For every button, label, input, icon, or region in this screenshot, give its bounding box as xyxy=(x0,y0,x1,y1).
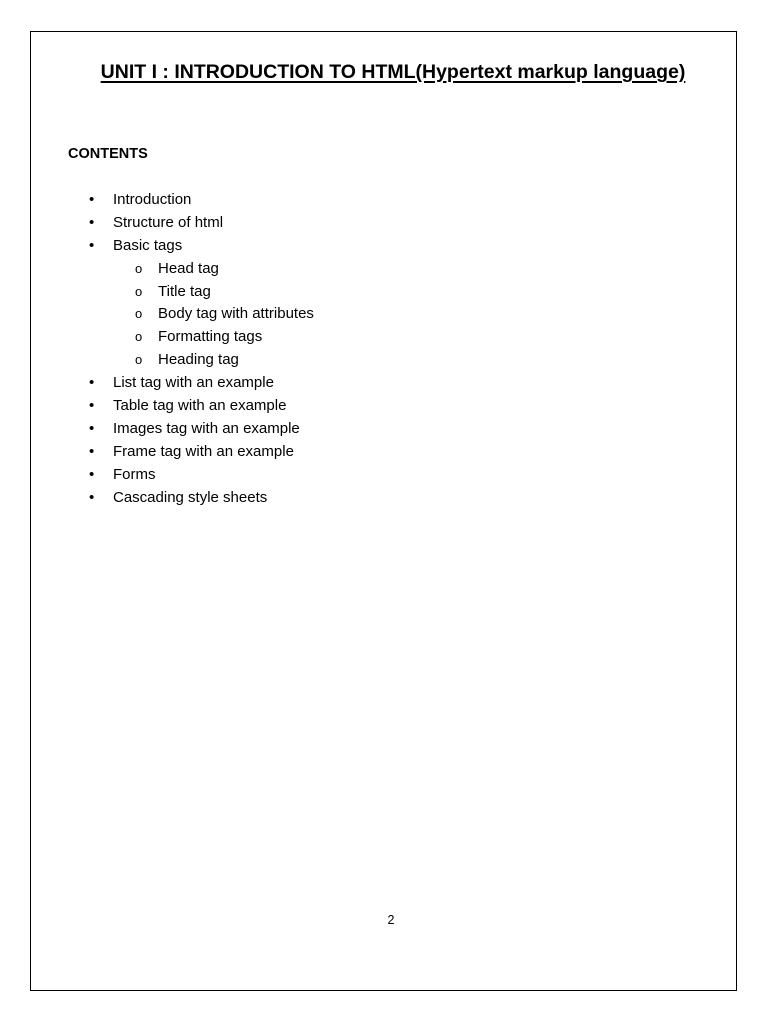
page-border xyxy=(30,31,737,991)
hollow-circle-bullet-icon: o xyxy=(135,306,143,322)
bullet-icon: • xyxy=(89,236,95,254)
list-item-label: Structure of html xyxy=(113,213,224,231)
bullet-icon: • xyxy=(89,191,95,208)
list-item-label: Introduction xyxy=(113,191,192,208)
hollow-circle-bullet-icon: o xyxy=(135,352,143,368)
hollow-circle-bullet-icon: o xyxy=(135,260,143,276)
list-item-table-tag xyxy=(0,396,768,419)
bullet-icon: • xyxy=(89,374,95,392)
hollow-circle-bullet-icon: o xyxy=(135,283,143,299)
bullet-icon: • xyxy=(89,419,95,437)
list-item-forms xyxy=(0,465,768,488)
sub-item-label: Head tag xyxy=(158,259,219,277)
contents-list xyxy=(0,190,768,510)
list-item-label: Forms xyxy=(113,465,156,483)
sub-item-title-tag xyxy=(0,282,768,305)
list-item-label: List tag with an example xyxy=(113,374,274,392)
contents-heading: CONTENTS xyxy=(68,146,148,162)
list-item-label: Cascading style sheets xyxy=(113,488,268,506)
list-item-introduction xyxy=(0,190,768,213)
sub-item-label: Body tag with attributes xyxy=(158,305,314,323)
sub-item-head-tag xyxy=(0,259,768,282)
sub-item-formatting-tags xyxy=(0,327,768,350)
sub-item-heading-tag xyxy=(0,350,768,373)
bullet-icon: • xyxy=(89,465,95,483)
list-item-basic-tags xyxy=(0,236,768,259)
list-item-cascading-style-sheets xyxy=(0,488,768,511)
sub-item-label: Formatting tags xyxy=(158,328,263,346)
list-item-label: Basic tags xyxy=(113,236,183,254)
sub-item-label: Title tag xyxy=(158,282,211,300)
list-item-frame-tag xyxy=(0,442,768,465)
list-item-structure-of-html xyxy=(0,213,768,236)
page-number: 2 xyxy=(387,913,395,927)
page-title: UNIT I : INTRODUCTION TO HTML(Hypertext markup language) xyxy=(100,61,686,83)
sub-item-body-tag xyxy=(0,304,768,327)
bullet-icon: • xyxy=(89,488,95,506)
bullet-icon: • xyxy=(89,442,95,460)
list-item-label: Images tag with an example xyxy=(113,419,300,437)
list-item-label: Frame tag with an example xyxy=(113,442,294,460)
list-item-label: Table tag with an example xyxy=(113,397,287,415)
bullet-icon: • xyxy=(89,213,95,231)
bullet-icon: • xyxy=(89,397,95,415)
list-item-images-tag xyxy=(0,419,768,442)
list-item-list-tag xyxy=(0,373,768,396)
sub-item-label: Heading tag xyxy=(158,351,239,369)
hollow-circle-bullet-icon: o xyxy=(135,329,143,345)
